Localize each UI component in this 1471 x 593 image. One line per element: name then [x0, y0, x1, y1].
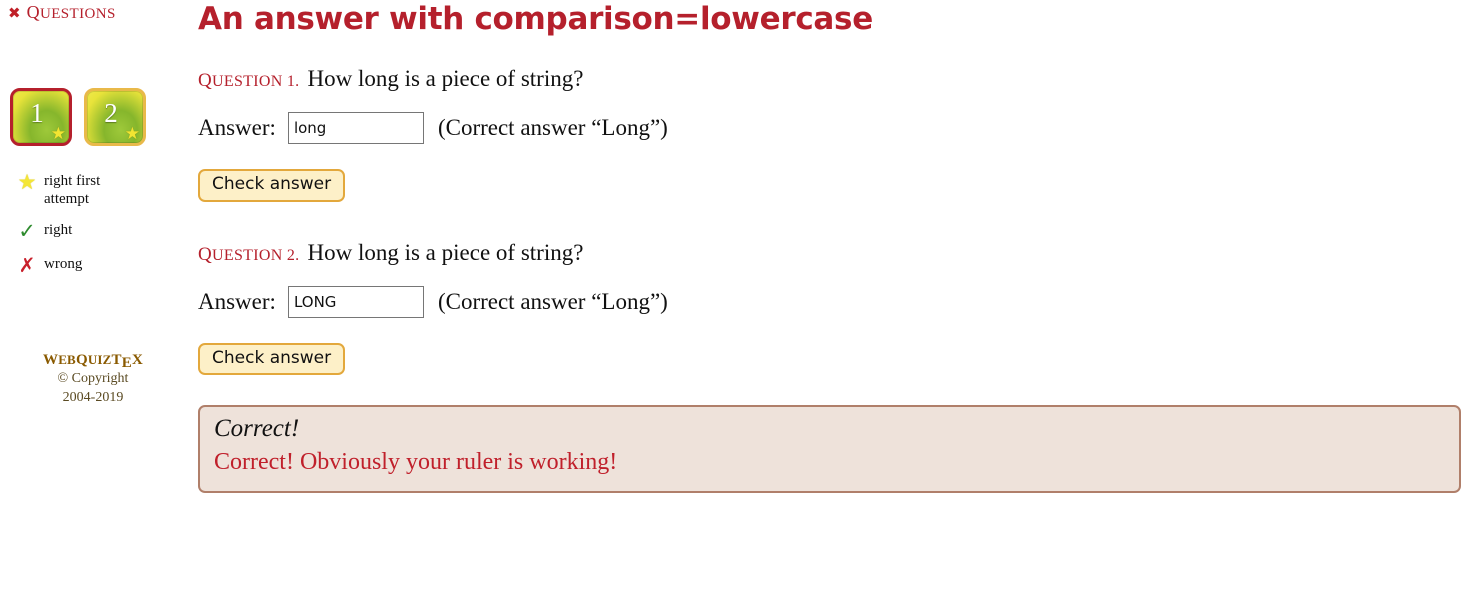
star-icon: ★: [17, 170, 37, 194]
check-answer-row-1: [198, 144, 1471, 202]
question-number-label: QUESTION 1.: [198, 70, 300, 92]
question-nav-box-2[interactable]: [84, 88, 146, 146]
question-nav-number: 2: [104, 97, 118, 128]
feedback-text: Correct! Obviously your ruler is working!: [214, 448, 618, 475]
brand-footer: [0, 352, 186, 408]
copyright-line-2: 2004-2019: [62, 389, 124, 405]
legend-label: wrong: [44, 256, 83, 272]
feedback-box: [198, 405, 1461, 492]
answer-row: [198, 112, 1471, 144]
star-icon: ★: [124, 124, 140, 144]
legend-item-right-first-attempt: [10, 172, 180, 208]
question-text: How long is a piece of string?: [307, 66, 584, 92]
questions-label: QUESTIONS: [26, 2, 116, 22]
question-block-2: [198, 240, 1471, 493]
correct-answer-hint: (Correct answer “Long”): [437, 288, 668, 314]
legend: [10, 172, 180, 288]
question-heading: [198, 66, 1471, 92]
star-icon: ★: [50, 124, 66, 144]
copyright-line-1: © Copyright: [57, 371, 129, 386]
answer-input-2[interactable]: [288, 286, 424, 318]
question-number: 2.: [286, 246, 300, 264]
question-heading: [198, 240, 1471, 266]
question-number-label: QUESTION 2.: [198, 243, 300, 265]
sidebar-header: [8, 2, 116, 23]
correct-answer-hint: (Correct answer “Long”): [437, 115, 668, 141]
check-answer-button-1[interactable]: Check answer: [198, 169, 345, 202]
legend-label: right: [44, 222, 73, 238]
answer-label: Answer:: [198, 115, 276, 141]
copyright: [0, 370, 186, 408]
check-answer-button-2[interactable]: Check answer: [198, 343, 345, 376]
cross-icon: ✗: [18, 253, 36, 277]
question-navigator: [10, 88, 146, 146]
answer-label: Answer:: [198, 288, 276, 314]
feedback-heading: Correct!: [214, 415, 300, 443]
brand-name: WEBQUIZTEX: [42, 352, 144, 371]
answer-input-1[interactable]: [288, 112, 424, 144]
main-content: [198, 0, 1471, 593]
question-text: How long is a piece of string?: [307, 239, 584, 265]
check-answer-row-2: [198, 318, 1471, 376]
question-block-1: [198, 66, 1471, 202]
cross-icon: ✖: [8, 4, 21, 22]
question-nav-box-1[interactable]: [10, 88, 72, 146]
legend-label: right first attempt: [44, 173, 101, 207]
answer-row: [198, 286, 1471, 318]
question-number: 1.: [286, 73, 300, 91]
page-title: An answer with comparison=lowercase: [198, 1, 873, 37]
check-icon: ✓: [18, 219, 36, 243]
question-nav-number: 1: [30, 97, 44, 128]
sidebar: [0, 0, 186, 593]
legend-item-right: [10, 221, 180, 242]
legend-item-wrong: [10, 255, 180, 275]
